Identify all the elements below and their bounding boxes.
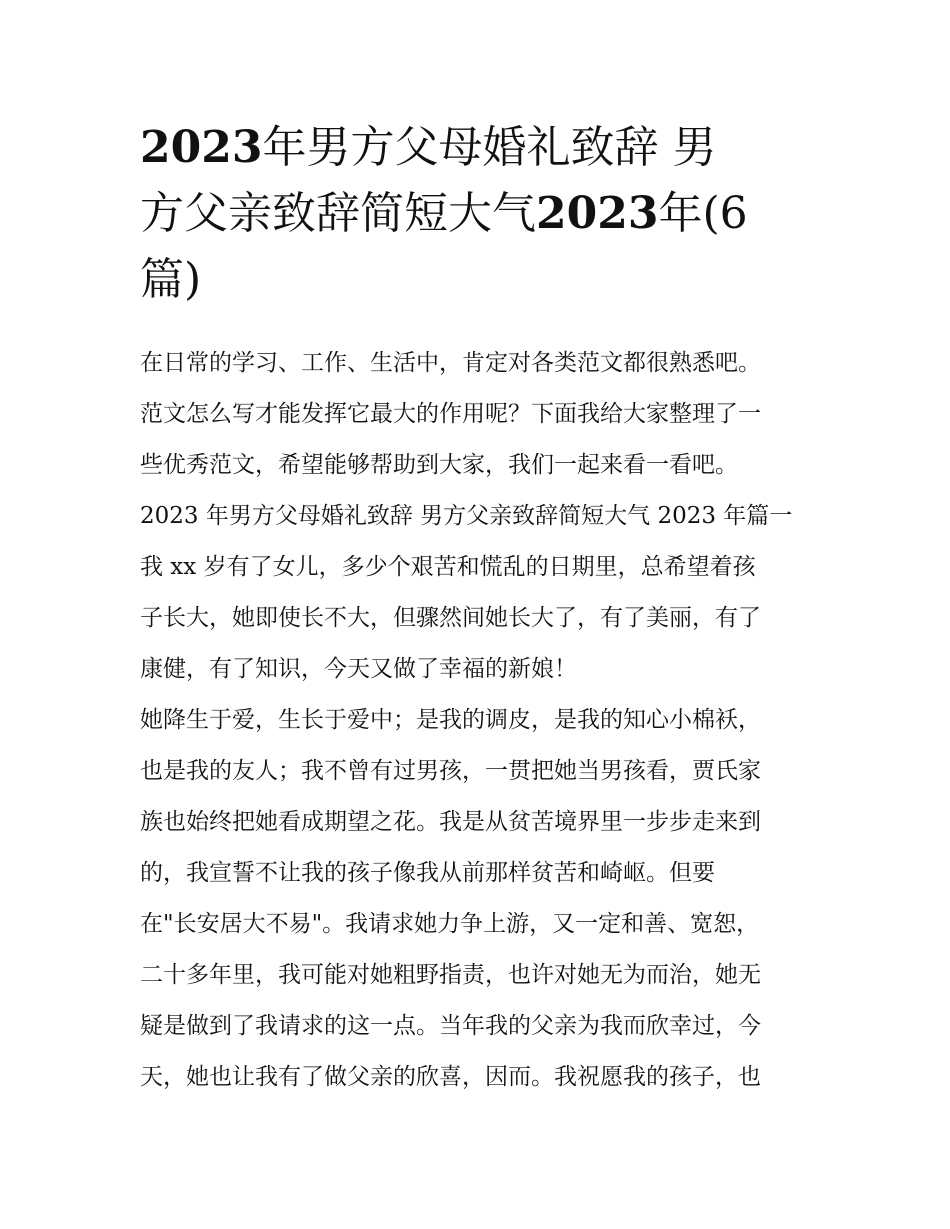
body-line: 二十多年里，我可能对她粗野指责，也许对她无为而治，她无	[140, 962, 761, 988]
title-text: 年(6	[658, 188, 748, 239]
title-line-3	[140, 247, 820, 313]
title-text: 年男方父母婚礼致辞 男	[262, 122, 717, 173]
title-line-1	[140, 115, 820, 181]
document-title	[140, 115, 820, 313]
document-body	[140, 338, 820, 1103]
body-line: 天，她也让我有了做父亲的欣喜，因而。我祝愿我的孩子，也	[140, 1064, 761, 1090]
body-line: 也是我的友人；我不曾有过男孩，一贯把她当男孩看，贾氏家	[140, 758, 761, 784]
title-year: 2023	[536, 188, 659, 239]
title-year: 2023	[140, 122, 263, 173]
body-line: 些优秀范文，希望能够帮助到大家，我们一起来看一看吧。	[140, 452, 738, 478]
body-line: 在"长安居大不易"。我请求她力争上游，又一定和善、宽恕，	[140, 911, 760, 937]
title-text: 篇)	[140, 254, 202, 305]
body-line: 范文怎么写才能发挥它最大的作用呢？下面我给大家整理了一	[140, 401, 761, 427]
title-text: 方父亲致辞简短大气	[140, 188, 536, 239]
body-line: 她降生于爱，生长于爱中；是我的调皮，是我的知心小棉袄，	[140, 707, 761, 733]
body-line: 我 xx 岁有了女儿，多少个艰苦和慌乱的日期里，总希望着孩	[140, 554, 756, 580]
body-line: 康健，有了知识，今天又做了幸福的新娘！	[140, 656, 577, 682]
body-line: 子长大，她即使长不大，但骤然间她长大了，有了美丽，有了	[140, 605, 761, 631]
document-page	[140, 115, 820, 1103]
body-line: 疑是做到了我请求的这一点。当年我的父亲为我而欣幸过，今	[140, 1013, 761, 1039]
section-heading-line: 2023 年男方父母婚礼致辞 男方父亲致辞简短大气 2023 年篇一	[140, 503, 793, 529]
body-line: 族也始终把她看成期望之花。我是从贫苦境界里一步步走来到	[140, 809, 761, 835]
body-line: 的，我宣誓不让我的孩子像我从前那样贫苦和崎岖。但要	[140, 860, 715, 886]
body-line: 在日常的学习、工作、生活中，肯定对各类范文都很熟悉吧。	[140, 350, 761, 376]
title-line-2	[140, 181, 820, 247]
